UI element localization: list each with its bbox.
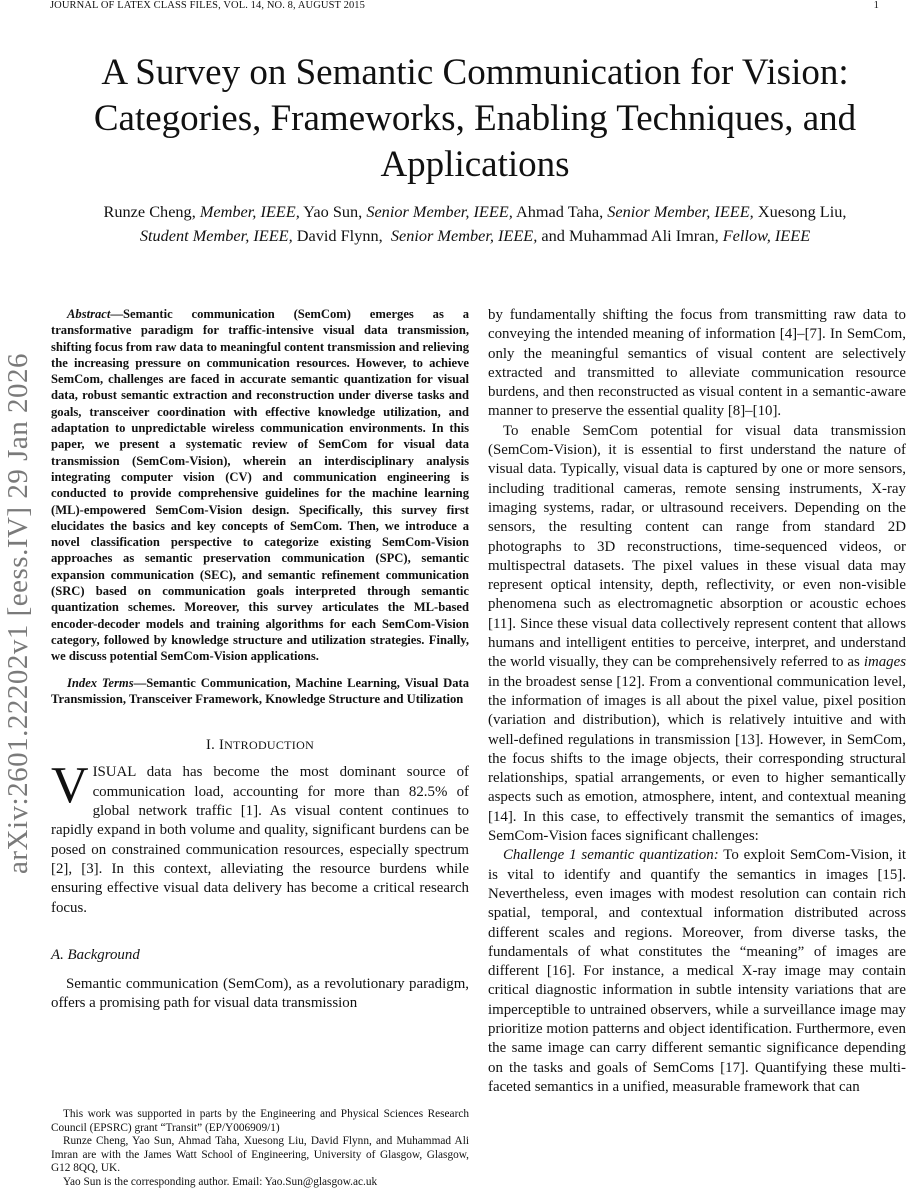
author-role: Senior Member, IEEE, xyxy=(390,226,538,245)
paper-title: A Survey on Semantic Communication for Vision: Categories, Frameworks, Enabling Techniques, and Applications xyxy=(93,52,857,185)
author-name: Xuesong Liu, xyxy=(757,202,847,221)
footnotes xyxy=(51,1108,469,1190)
challenge-1-label: Challenge 1 semantic quantization: xyxy=(503,847,719,864)
section-title-rest: NTRODUCTION xyxy=(224,738,315,753)
abstract-text: —Semantic communication (SemCom) emerges as a transformative paradigm for traffic-intensive visual data transmission, shifting focus from raw data to meaningful content transmission and relieving the increasing pressure on communication resources. However, to achieve SemCom, challenges are faced in accurate semantic quantization for visual data, robust semantic extraction and reconstruction under diverse tasks and goals, transceiver coordination with effective knowledge utilization, and adaptation to unpredictable wireless communication environments. In this paper, we present a systematic review of SemCom for visual data transmission (SemCom-Vision), wherein an interdisciplinary analysis integrating computer vision (CV) and communication engineering is conducted to provide comprehensive guidelines for the machine learning (ML)-empowered SemCom-Vision design. Specifically, this survey first elucidates the basics and key concepts of SemCom. Then, we introduce a novel classification perspective to categorize existing SemCom-Vision approaches as semantic preservation communication (SPC), semantic expansion communication (SEC), and semantic refinement communication (SRC) based on communication goals interpreted through semantic quantization schemes. Moreover, this survey articulates the ML-based encoder-decoder models and training algorithms for each SemCom-Vision category, followed by knowledge structure and utilization strategies. Finally, we discuss potential SemCom-Vision applications. xyxy=(51,307,469,664)
right-paragraph-2-text-a: To enable SemCom potential for visual data transmission (SemCom-Vision), it is essential to first understand the nature of visual data. Typically, visual data is captured by one or more sensors, including traditional cameras, remote sensing instruments, X-ray imaging systems, radar, or ultrasound receivers. Depending on the sensors, the resulting content can range from standard 2D photographs to 3D reconstructions, time-sequenced videos, or multispectral datasets. The pixel values in these visual data may represent optical intensity, depth, reflectivity, or even non-visible phenomena such as electromagnetic absorption or acoustic echoes [11]. Since these visual data collectively represent content that allows humans and intelligent entities to perceive, interpret, and understand the world visually, they can be comprehensively referred to as xyxy=(488,422,906,671)
author-name: and Muhammad Ali Imran, xyxy=(541,226,719,245)
abstract-label: Abstract xyxy=(67,307,111,321)
right-paragraph-1: by fundamentally shifting the focus from transmitting raw data to conveying the intended meaning of information [4]–[7]. In SemCom, only the meaningful semantics of visual content are selectively extracted and transmitted to alleviate communication resource burdens, and then reconstructed as visual content in a semantic-aware manner to preserve the essential quality [8]–[10]. xyxy=(488,307,906,420)
images-emphasis: images xyxy=(863,654,906,671)
challenge-1-text: To exploit SemCom-Vision, it is vital to identify and quantify the semantics in images [15]. Nevertheless, even images with modest resolution can contain rich spatial, temporal, and contextual information distributed across different scales and regions. Moreover, from diverse tasks, the fundamentals of what constitutes the “meaning” of images are different [16]. For instance, a medical X-ray image may contain critical diagnostic information in subtle intensity variations that are imperceptible to untrained observers, while a surveillance image may prioritize motion patterns and object identification. Furthermore, even the same image can carry different semantic significance depending on the tasks and goals of SemComs [17]. Quantifying these multi-faceted semantics in a unified, measurable framework that can xyxy=(488,847,906,1095)
intro-paragraph xyxy=(51,757,469,917)
right-paragraph-3 xyxy=(488,846,906,1097)
right-paragraph-2-text-b: in the broadest sense [12]. From a conventional communication level, the information of images is all about the pixel value, pixel position (variation and distribution), which is relatively intuitive and with well-defined regulations in transmission [13]. However, in SemCom, the focus shifts to the image objects, their corresponding structural relationships, spatial arrangements, or even to higher semantically aspects such as emotion, atmosphere, intent, and contextual meaning [14]. In this case, to effectively transmit the semantics of images, SemCom-Vision faces significant challenges: xyxy=(488,673,906,845)
section-heading-introduction xyxy=(51,736,469,755)
subsection-heading-background: A. Background xyxy=(51,946,140,963)
page-number: 1 xyxy=(873,0,879,11)
section-number: I. xyxy=(205,737,215,754)
footnote-funding: This work was supported in parts by the Engineering and Physical Sciences Research Council (EPSRC) grant “Transit” (EP/Y006909/1) xyxy=(51,1108,469,1134)
abstract xyxy=(51,306,469,665)
index-terms-text: —Semantic Communication, Machine Learning, Visual Data Transmission, Transceiver Framework, Knowledge Structure and Utilization xyxy=(51,675,469,706)
author-role: Member, IEEE, xyxy=(199,202,300,221)
arxiv-sidebar xyxy=(0,318,38,908)
section-title-first-letter: I xyxy=(218,737,225,754)
right-column xyxy=(488,306,906,1097)
author-role: Senior Member, IEEE, xyxy=(366,202,513,221)
author-role: Fellow, IEEE xyxy=(722,226,811,245)
background-paragraph: Semantic communication (SemCom), as a revolutionary paradigm, offers a promising path for visual data transmission xyxy=(51,976,469,1012)
left-column xyxy=(51,306,469,1014)
index-terms-label: Index Terms xyxy=(67,675,134,690)
author-name: Ahmad Taha, xyxy=(515,202,604,221)
author-role: Student Member, IEEE, xyxy=(139,226,293,245)
author-name: Yao Sun, xyxy=(303,202,363,221)
index-terms xyxy=(51,675,469,708)
footnote-affiliation: Runze Cheng, Yao Sun, Ahmad Taha, Xuesong Liu, David Flynn, and Muhammad Ali Imran are with the James Watt School of Engineering, University of Glasgow, Glasgow, G12 8QQ, UK. xyxy=(51,1135,469,1175)
right-paragraph-2 xyxy=(488,422,906,847)
author-list xyxy=(40,200,907,248)
drop-cap: V xyxy=(51,757,89,815)
author-name: David Flynn, xyxy=(296,226,383,245)
footnote-corresponding: Yao Sun is the corresponding author. Email: Yao.Sun@glasgow.ac.uk xyxy=(63,1175,378,1188)
author-name: Runze Cheng, xyxy=(103,202,196,221)
intro-paragraph-text: ISUAL data has become the most dominant source of communication load, accounting for more than 82.5% of global network traffic [1]. As visual content continues to rapidly expand in both volume and quality, significant burdens can be posed on constrained communication resources, especially spectrum [2], [3]. In this context, alleviating the resource burdens while ensuring effective visual data delivery has become a critical research focus. xyxy=(51,764,469,916)
author-role: Senior Member, IEEE, xyxy=(607,202,754,221)
journal-name: JOURNAL OF LATEX CLASS FILES, VOL. 14, NO. 8, AUGUST 2015 xyxy=(50,0,365,11)
arxiv-identifier: arXiv:2601.22202v1 [eess.IV] 29 Jan 2026 xyxy=(1,352,34,874)
running-header xyxy=(50,0,879,14)
